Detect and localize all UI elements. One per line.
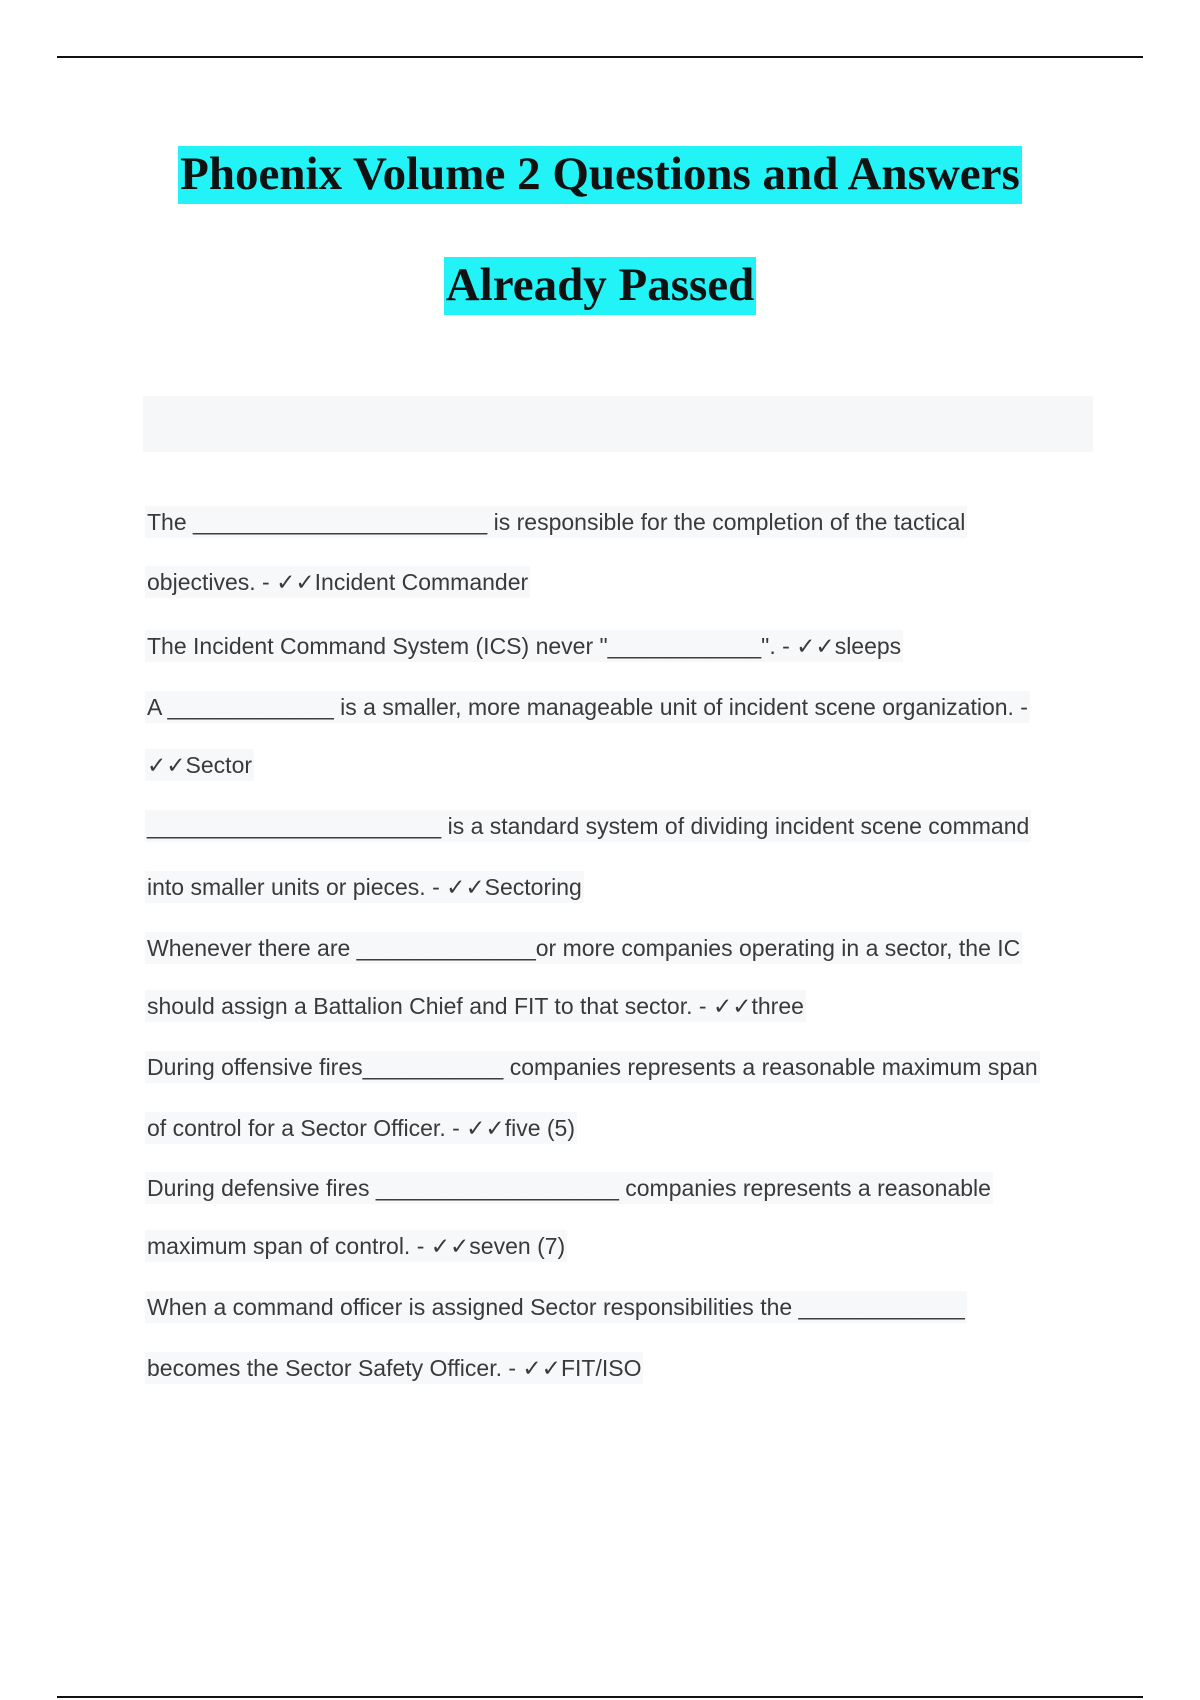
qa-line: ✓✓Sector (145, 749, 254, 781)
qa-line: The _______________________ is responsible for the completion of the tactical (145, 506, 967, 538)
blank-band (143, 396, 1093, 452)
document-title-line-2 (0, 257, 1200, 315)
qa-line: _______________________ is a standard system of dividing incident scene command (145, 810, 1031, 842)
qa-line: A _____________ is a smaller, more manageable unit of incident scene organization. - (145, 691, 1030, 723)
qa-line: into smaller units or pieces. - ✓✓Sectoring (145, 871, 584, 903)
title-highlight-1: Phoenix Volume 2 Questions and Answers (178, 146, 1022, 204)
qa-line: The Incident Command System (ICS) never "____________". - ✓✓sleeps (145, 630, 903, 662)
bottom-rule (57, 1696, 1143, 1698)
title-highlight-2: Already Passed (444, 257, 757, 315)
qa-line: should assign a Battalion Chief and FIT to that sector. - ✓✓three (145, 990, 806, 1022)
document-title-line-1 (0, 146, 1200, 204)
qa-line: becomes the Sector Safety Officer. - ✓✓FIT/ISO (145, 1352, 643, 1384)
qa-line: of control for a Sector Officer. - ✓✓five (5) (145, 1112, 577, 1144)
top-rule (57, 56, 1143, 58)
qa-line: During offensive fires___________ companies represents a reasonable maximum span (145, 1051, 1040, 1083)
qa-line: Whenever there are ______________or more companies operating in a sector, the IC (145, 932, 1022, 964)
qa-line: During defensive fires ___________________ companies represents a reasonable (145, 1172, 993, 1204)
qa-line: When a command officer is assigned Sector responsibilities the _____________ (145, 1291, 967, 1323)
qa-line: maximum span of control. - ✓✓seven (7) (145, 1230, 567, 1262)
qa-line: objectives. - ✓✓Incident Commander (145, 566, 530, 598)
